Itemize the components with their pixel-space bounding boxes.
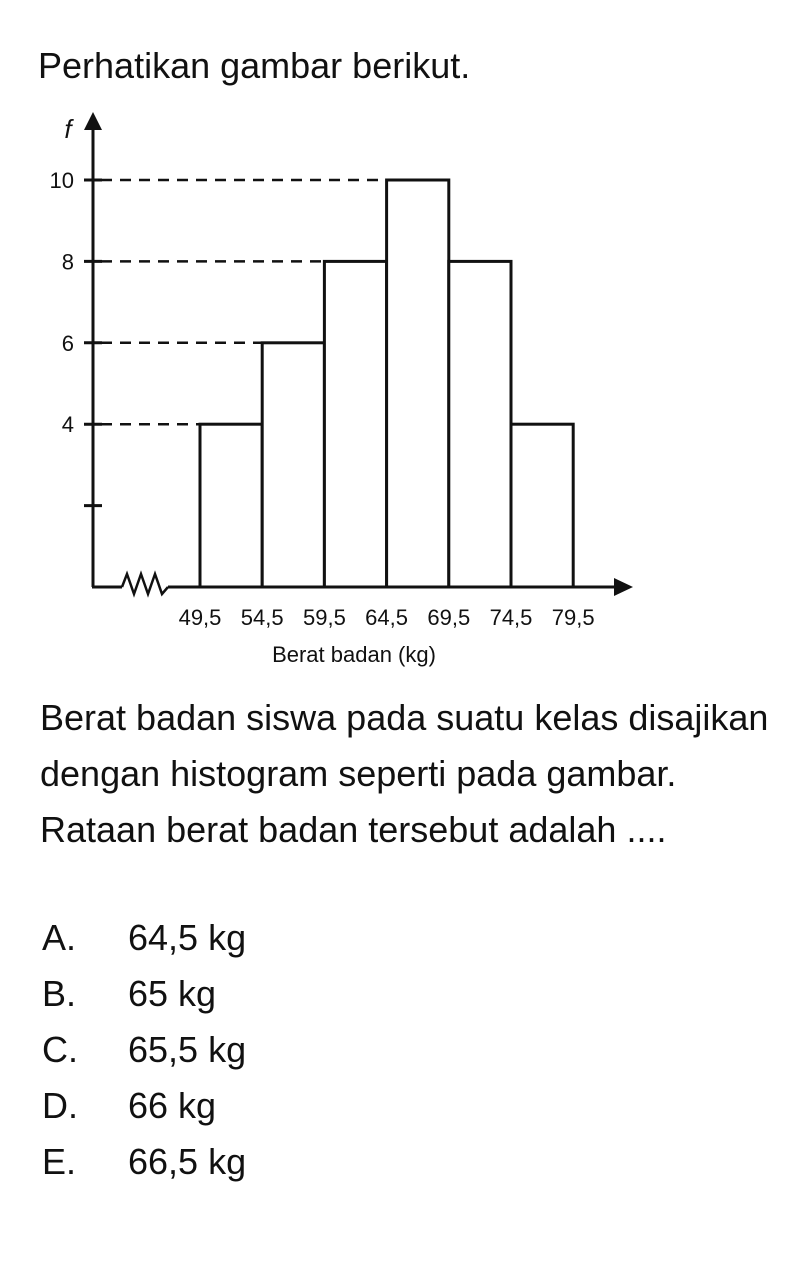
x-ticks [179, 605, 595, 630]
option-text: 66,5 kg [128, 1141, 247, 1182]
option-b[interactable] [42, 966, 246, 1022]
option-d[interactable] [42, 1078, 246, 1134]
y-tick-label: 6 [61, 330, 74, 356]
y-axis-label: f [64, 114, 72, 144]
histogram-bars [200, 180, 573, 587]
y-tick-label: 10 [49, 168, 74, 193]
option-a[interactable] [42, 910, 246, 966]
question-text: Berat badan siswa pada suatu kelas disajikan dengan histogram seperti pada gambar. Rataan berat badan tersebut adalah .... [40, 697, 769, 850]
bar-3 [324, 261, 386, 587]
bar-2 [262, 343, 324, 587]
x-axis-label: Berat badan (kg) [272, 642, 436, 667]
option-letter: A. [42, 917, 77, 958]
bar-6 [511, 424, 573, 587]
y-tick-label: 8 [61, 249, 74, 275]
option-letter: B. [42, 973, 77, 1014]
y-tick-label: 4 [61, 412, 74, 438]
option-letter: D. [42, 1085, 78, 1126]
bar-4 [387, 180, 449, 587]
option-text: 66 kg [128, 1085, 217, 1126]
x-tick-label: 59,5 [302, 605, 346, 630]
x-tick-label: 74,5 [489, 605, 533, 630]
x-tick-label: 54,5 [240, 605, 284, 630]
option-c[interactable] [42, 1022, 246, 1078]
y-axis-arrow-icon [84, 112, 102, 130]
x-tick-label: 64,5 [365, 605, 409, 630]
x-tick-label: 79,5 [551, 605, 595, 630]
x-tick-label: 69,5 [427, 605, 471, 630]
option-letter: C. [42, 1029, 78, 1070]
histogram-chart [0, 90, 803, 670]
option-letter: E. [42, 1141, 77, 1182]
option-e[interactable] [42, 1134, 246, 1190]
question-intro: Perhatikan gambar berikut. [38, 45, 471, 86]
bar-1 [200, 424, 262, 587]
x-axis-arrow-icon [614, 578, 633, 596]
answer-options [42, 910, 246, 1190]
option-text: 65 kg [128, 973, 217, 1014]
x-tick-label: 49,5 [178, 605, 222, 630]
option-text: 65,5 kg [128, 1029, 247, 1070]
option-text: 64,5 kg [128, 917, 247, 958]
axis-break-icon [122, 574, 168, 594]
bar-5 [449, 261, 511, 587]
